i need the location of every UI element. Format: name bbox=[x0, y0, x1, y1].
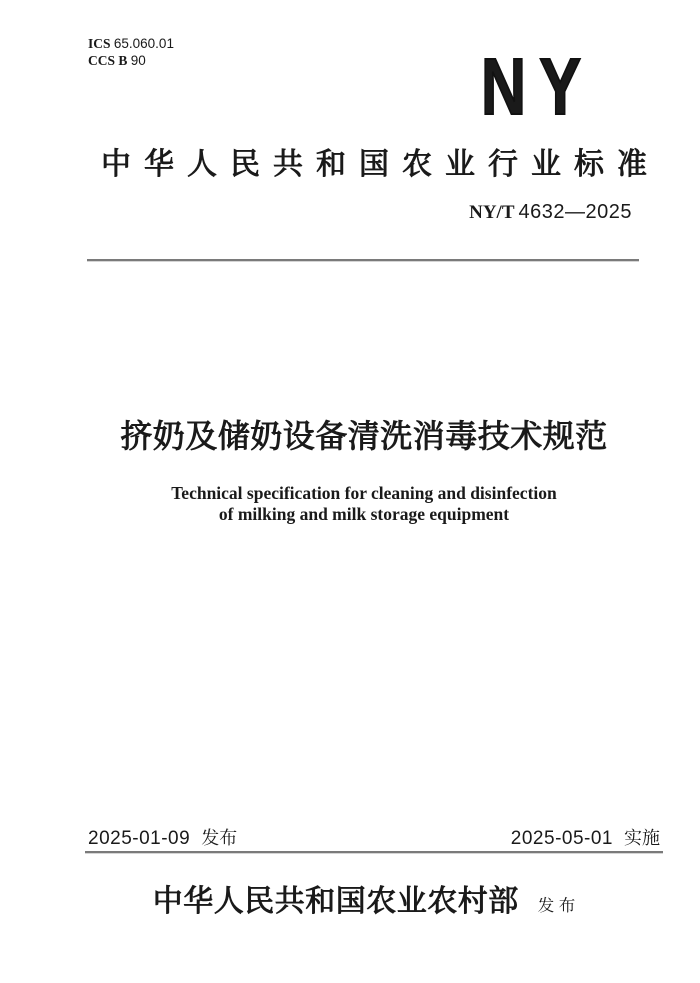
issue-date-label: 发布 bbox=[201, 828, 238, 848]
document-title-en bbox=[74, 483, 654, 525]
implementation-date-group bbox=[511, 824, 660, 850]
dates-row bbox=[88, 824, 660, 850]
standard-category-title: 中华人民共和国农业行业标准 bbox=[101, 148, 660, 181]
ics-value: 65.060.01 bbox=[113, 36, 174, 51]
standard-number bbox=[469, 201, 632, 224]
classification-codes bbox=[88, 35, 174, 69]
standard-number-value: 4632—2025 bbox=[518, 201, 632, 223]
ics-code bbox=[88, 35, 174, 52]
ny-logo: NY bbox=[481, 42, 595, 131]
ccs-label: CCS B bbox=[88, 53, 128, 68]
document-title-en-line1: Technical specification for cleaning and disinfection bbox=[171, 483, 557, 503]
standard-number-prefix: NY/T bbox=[469, 202, 515, 223]
publisher-name: 中华人民共和国农业农村部 bbox=[152, 885, 519, 918]
ics-label: ICS bbox=[88, 36, 111, 51]
issue-date-group bbox=[88, 824, 237, 850]
top-divider-rule bbox=[87, 259, 639, 261]
bottom-divider-rule bbox=[85, 851, 663, 853]
ccs-value: 90 bbox=[130, 53, 146, 68]
publisher-row bbox=[74, 876, 654, 920]
ccs-code bbox=[88, 52, 174, 69]
issue-date: 2025-01-09 bbox=[88, 828, 191, 849]
implementation-date: 2025-05-01 bbox=[510, 828, 613, 849]
implementation-date-label: 实施 bbox=[624, 828, 660, 848]
document-title-zh: 挤奶及储奶设备清洗消毒技术规范 bbox=[120, 418, 608, 454]
publish-label: 发 布 bbox=[537, 897, 576, 915]
document-title-en-line2: of milking and milk storage equipment bbox=[218, 504, 510, 524]
